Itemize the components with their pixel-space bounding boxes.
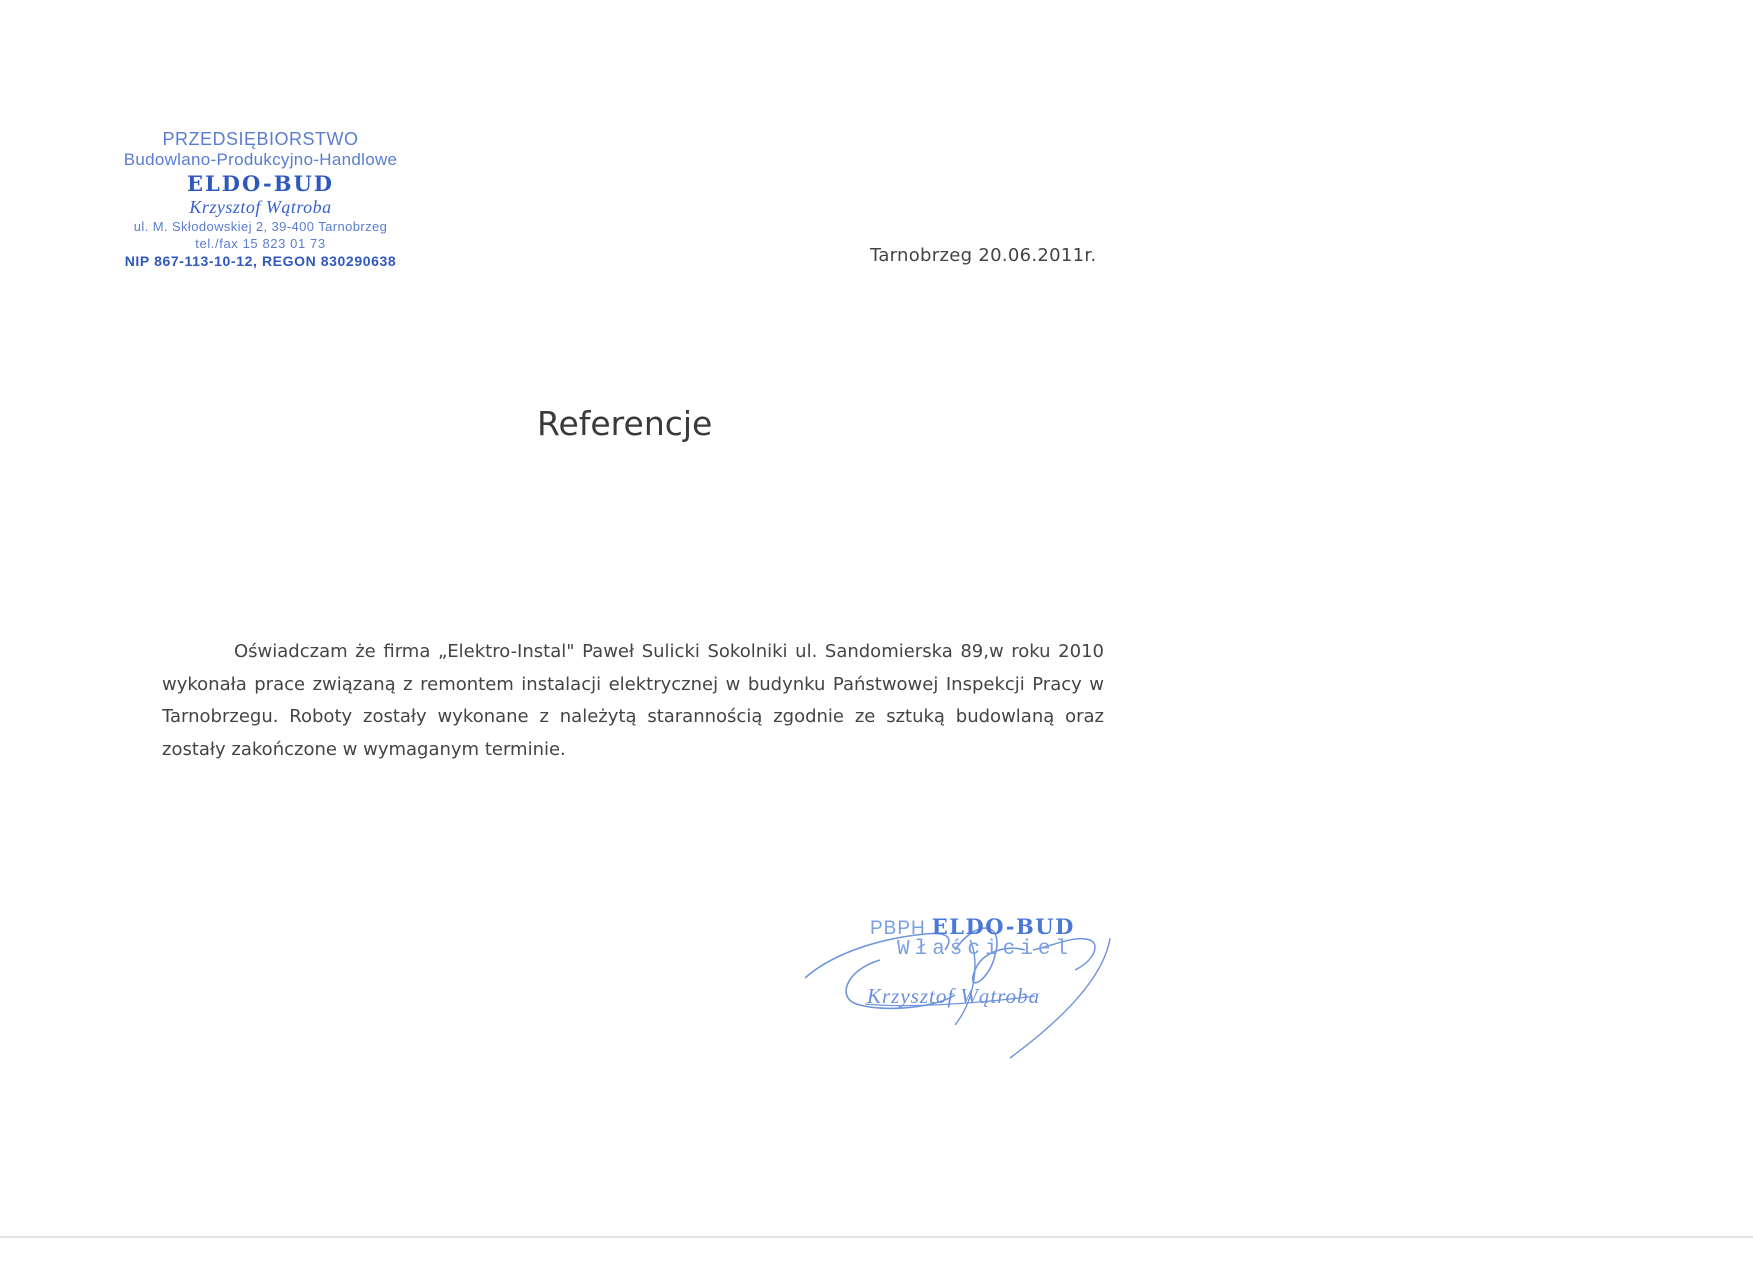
- stamp-tax-ids: NIP 867-113-10-12, REGON 830290638: [124, 253, 397, 269]
- signature-name: Krzysztof Wątroba: [867, 984, 1041, 1008]
- signature-prefix: PBPH: [870, 918, 926, 939]
- signature-stamp: [805, 900, 1125, 1060]
- signature-brand: ELDO-BUD: [931, 914, 1075, 939]
- document-title: Referencje: [537, 404, 713, 443]
- document-date: Tarnobrzeg 20.06.2011r.: [870, 245, 1097, 266]
- stamp-company-name: ELDO-BUD: [186, 171, 335, 196]
- document-body: Oświadczam że firma „Elektro-Instal" Paweł Sulicki Sokolniki ul. Sandomierska 89,w roku 2010 wykonała prace związaną z remontem instalacji elektrycznej w budynku Państwowej Inspekcji Pracy w Tarnobrzegu. Roboty zostały wykonane z należytą starannością zgodnie ze sztuką budowlaną oraz zostały zakończone w wymaganym terminie.: [162, 641, 1104, 760]
- stamp-address: ul. M. Skłodowskiej 2, 39-400 Tarnobrzeg: [133, 219, 388, 234]
- scan-edge-divider: [0, 1236, 1753, 1238]
- stamp-company-kind: Budowlano-Produkcyjno-Handlowe: [123, 150, 398, 169]
- stamp-owner-name: Krzysztof Wątroba: [189, 197, 332, 217]
- stamp-phone: tel./fax 15 823 01 73: [195, 236, 326, 251]
- stamp-company-type: PRZEDSIĘBIORSTWO: [162, 129, 359, 149]
- signature-company-line: [870, 914, 1075, 940]
- signature-role: Właściciel: [897, 938, 1074, 961]
- company-stamp: [88, 128, 433, 270]
